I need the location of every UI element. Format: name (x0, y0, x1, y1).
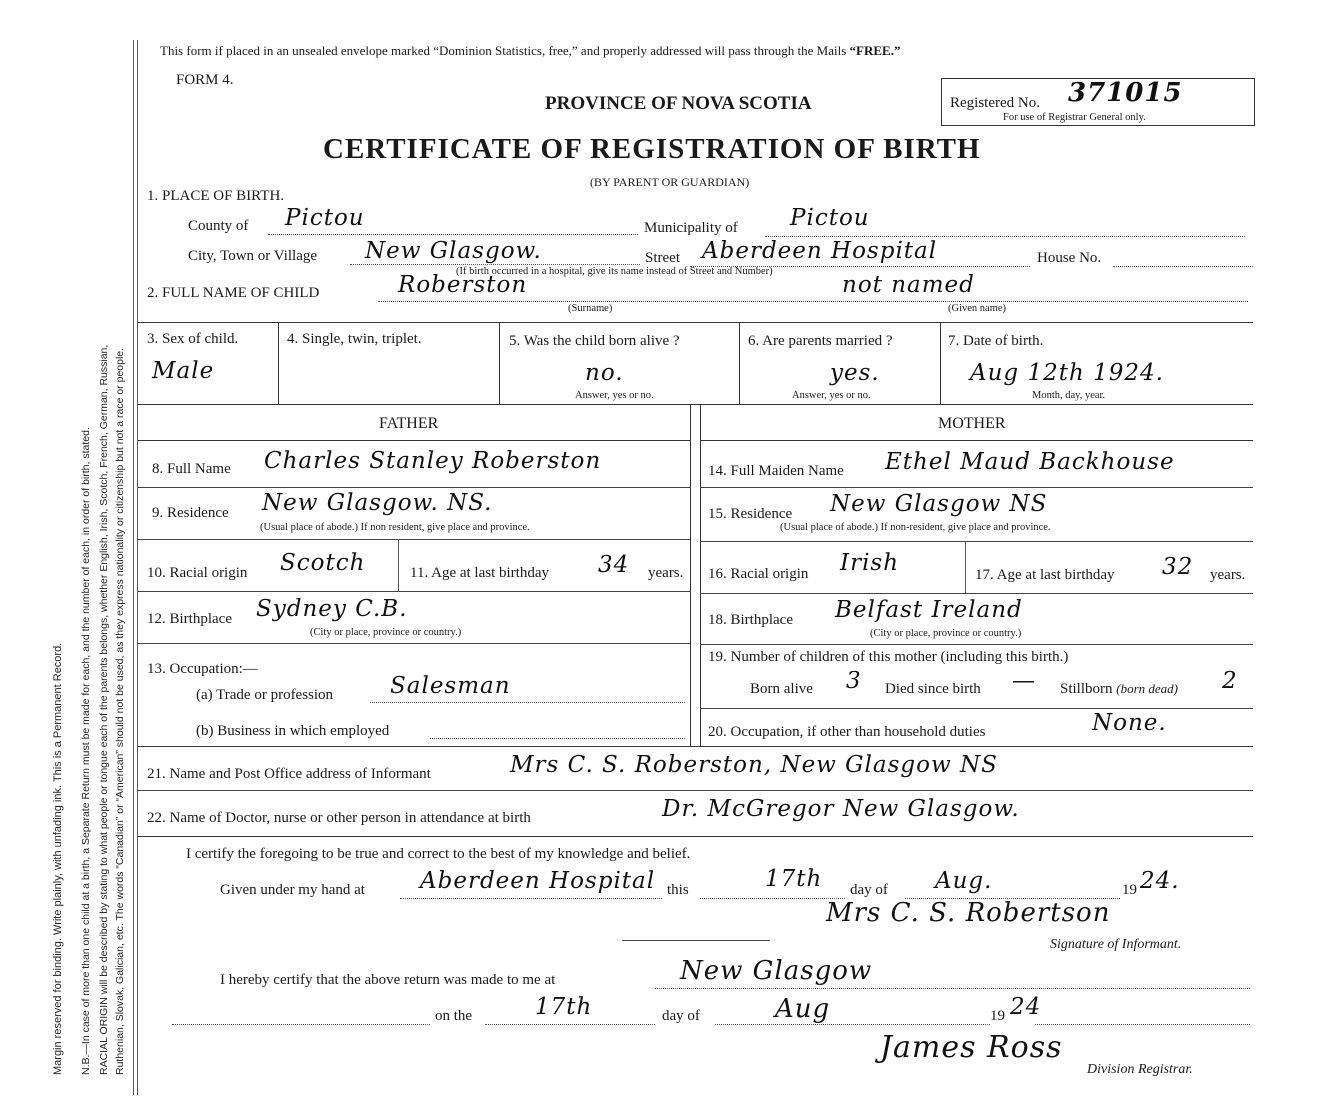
margin-racial-text-2: Ruthenian, Slovak, Galician, etc. The words “Canadian” or “American” should not be used, as they express nationality or citizenship but not a race or people. (114, 347, 126, 1075)
mother-born-alive-value: 3 (846, 668, 862, 694)
business-line (430, 738, 685, 739)
mother-birthplace-note: (City or place, province or country.) (870, 628, 1022, 639)
father-age-unit: years. (648, 565, 684, 581)
doctor-value: Dr. McGregor New Glasgow. (662, 796, 1020, 822)
informant-label: 21. Name and Post Office address of Informant (147, 766, 431, 782)
born-alive-note: Answer, yes or no. (575, 390, 654, 401)
row-line (138, 487, 690, 488)
page-subtitle: (BY PARENT OR GUARDIAN) (590, 175, 750, 189)
registrar-note: For use of Registrar General only. (1003, 112, 1146, 123)
registrar-day: 17th (535, 994, 593, 1020)
father-birthplace-label: 12. Birthplace (147, 611, 232, 627)
given-year-suffix: 24. (1140, 868, 1180, 894)
margin-rule-inner (137, 40, 138, 1095)
reg-year-prefix: 19 (990, 1008, 1005, 1024)
given-name-note: (Given name) (948, 303, 1007, 314)
given-day-line (700, 898, 845, 899)
parents-married-note: Answer, yes or no. (792, 390, 871, 401)
mother-died-value: — (1012, 668, 1036, 694)
county-value: Pictou (285, 205, 365, 231)
this-label: this (667, 882, 689, 898)
given-place-line (400, 898, 662, 899)
child-given-name: not named (842, 272, 975, 298)
divider-line (622, 940, 770, 941)
registered-number: 371015 (1068, 78, 1183, 108)
city-line (350, 264, 640, 265)
father-racial-value: Scotch (280, 550, 366, 576)
row-line (138, 539, 690, 540)
surname-note: (Surname) (568, 303, 613, 314)
mail-notice: This form if placed in an unsealed envelope marked “Dominion Statistics, free,” and properly addressed will pass through the Mails “FREE.” (160, 43, 901, 58)
cell-divider (398, 539, 399, 591)
sex-label: 3. Sex of child. (147, 331, 239, 347)
margin-rule (133, 40, 134, 1095)
sex-value: Male (152, 358, 215, 384)
father-heading: FATHER (379, 415, 439, 432)
municipality-label: Municipality of (644, 220, 738, 236)
informant-value: Mrs C. S. Roberston, New Glasgow NS (510, 752, 998, 778)
registrar-label: Division Registrar. (1087, 1062, 1193, 1077)
registrar-place: New Glasgow (680, 956, 873, 986)
mother-occupation-value: None. (1092, 710, 1167, 736)
county-label: County of (188, 218, 249, 234)
father-age-value: 34 (598, 552, 630, 578)
given-place: Aberdeen Hospital (420, 868, 656, 894)
father-residence-note: (Usual place of abode.) If non resident, give place and province. (260, 522, 530, 533)
father-mother-divider (690, 404, 691, 746)
mother-age-value: 32 (1162, 554, 1194, 580)
hospital-note: (If birth occurred in a hospital, give its name instead of Street and Number) (456, 266, 773, 277)
registrar-month: Aug (775, 994, 831, 1024)
father-occupation-label: 13. Occupation:— (147, 661, 258, 677)
father-age-label: 11. Age at last birthday (410, 565, 549, 581)
page-title: CERTIFICATE OF REGISTRATION OF BIRTH (323, 133, 981, 165)
on-the-line (172, 1024, 430, 1025)
mother-birthplace-label: 18. Birthplace (708, 612, 793, 628)
street-value: Aberdeen Hospital (702, 238, 938, 264)
father-name-value: Charles Stanley Roberston (264, 448, 602, 474)
mother-residence-label: 15. Residence (708, 506, 793, 522)
child-name-line (378, 301, 1248, 302)
grid-line-top (138, 322, 1253, 323)
father-mother-divider-2 (700, 404, 701, 746)
grid-divider (499, 322, 500, 404)
born-alive-label: 5. Was the child born alive ? (509, 333, 680, 349)
father-birthplace-value: Sydney C.B. (256, 596, 408, 622)
given-label: Given under my hand at (220, 882, 365, 898)
municipality-line (765, 236, 1245, 237)
born-alive-value: no. (585, 360, 624, 386)
mother-age-unit: years. (1210, 567, 1246, 583)
row-line (700, 644, 1253, 645)
mother-heading-line (700, 440, 1253, 441)
row-line (700, 593, 1253, 594)
registrar-signature: James Ross (880, 1030, 1063, 1065)
day-of-label: day of (850, 882, 888, 898)
father-name-label: 8. Full Name (152, 461, 231, 477)
mother-occupation-label: 20. Occupation, if other than household duties (708, 724, 986, 740)
parents-married-value: yes. (830, 360, 880, 386)
mother-stillborn-value: 2 (1222, 668, 1238, 694)
margin-racial-text: RACIAL ORIGIN will be described by stating to what people or tongue each of the parents belongs, whether English, Irish, Scotch, French, German, Russian, (98, 344, 110, 1075)
province-heading: PROVINCE OF NOVA SCOTIA (545, 93, 812, 114)
certify-text: I certify the foregoing to be true and correct to the best of my knowledge and belief. (186, 846, 691, 862)
doctor-label: 22. Name of Doctor, nurse or other person in attendance at birth (147, 810, 531, 826)
dob-value: Aug 12th 1924. (970, 360, 1164, 386)
street-label: Street (645, 250, 680, 266)
child-name-label: 2. FULL NAME OF CHILD (147, 285, 320, 301)
mother-name-value: Ethel Maud Backhouse (885, 449, 1175, 475)
row-line (700, 541, 1253, 542)
margin-nb-text: N.B.—In case of more than one child at a birth, a Separate Return must be made for each, and the number of each, in order of birth, stated. (80, 427, 92, 1075)
mother-age-label: 17. Age at last birthday (975, 567, 1115, 583)
father-residence-label: 9. Residence (152, 505, 229, 521)
mother-racial-value: Irish (840, 550, 900, 576)
plurality-label: 4. Single, twin, triplet. (287, 331, 422, 347)
mother-racial-label: 16. Racial origin (708, 566, 809, 582)
mother-stillborn-label: Stillborn (born dead) (1060, 681, 1179, 697)
given-year-prefix: 19 (1122, 882, 1137, 898)
mother-children-label: 19. Number of children of this mother (including this birth.) (708, 649, 1069, 665)
registrar-place-line (655, 988, 1250, 989)
given-month: Aug. (935, 868, 993, 894)
mother-born-alive-label: Born alive (750, 681, 813, 697)
form-number: FORM 4. (176, 72, 234, 88)
mother-residence-value: New Glasgow NS (830, 491, 1048, 517)
house-no-line (1113, 266, 1253, 267)
margin-binding-text: Margin reserved for binding. Write plainly, with unfading ink. This is a Permanent Record. (52, 642, 64, 1075)
registrar-text: I hereby certify that the above return was made to me at (220, 972, 556, 988)
dob-label: 7. Date of birth. (948, 333, 1044, 349)
mother-name-label: 14. Full Maiden Name (708, 463, 844, 479)
mother-heading: MOTHER (938, 415, 1006, 432)
place-of-birth-label: 1. PLACE OF BIRTH. (147, 188, 285, 204)
on-the-label: on the (435, 1008, 473, 1024)
father-birthplace-note: (City or place, province or country.) (310, 627, 462, 638)
child-surname: Roberston (398, 272, 528, 298)
row-line (700, 708, 1253, 709)
grid-divider (278, 322, 279, 404)
section-line (138, 836, 1253, 837)
row-line (138, 591, 690, 592)
row-line (138, 790, 1253, 791)
grid-line-bottom (138, 404, 1253, 405)
reg-year-suffix: 24 (1010, 994, 1042, 1020)
father-heading-line (138, 440, 690, 441)
municipality-value: Pictou (790, 205, 870, 231)
informant-signature: Mrs C. S. Robertson (826, 898, 1111, 928)
trade-line (370, 702, 685, 703)
row-line (700, 487, 1253, 488)
registrar-day-line (485, 1024, 655, 1025)
cell-divider (965, 541, 966, 593)
mother-residence-note: (Usual place of abode.) If non-resident, give place and province. (780, 522, 1051, 533)
parents-married-label: 6. Are parents married ? (748, 333, 893, 349)
reg-year-line (1035, 1024, 1250, 1025)
registered-label: Registered No. (950, 95, 1040, 111)
city-label: City, Town or Village (188, 248, 318, 264)
father-residence-value: New Glasgow. NS. (262, 490, 493, 516)
county-line (268, 234, 638, 235)
section-line (138, 746, 1253, 747)
signature-label: Signature of Informant. (1050, 937, 1182, 952)
mother-birthplace-value: Belfast Ireland (835, 597, 1023, 623)
grid-divider (739, 322, 740, 404)
father-business-label: (b) Business in which employed (196, 723, 390, 739)
grid-divider (940, 322, 941, 404)
father-trade-value: Salesman (390, 673, 511, 699)
given-day: 17th (765, 866, 823, 892)
city-value: New Glasgow. (365, 238, 542, 264)
registrar-month-line (715, 1024, 990, 1025)
reg-day-of-label: day of (662, 1008, 700, 1024)
row-line (138, 643, 690, 644)
father-racial-label: 10. Racial origin (147, 565, 248, 581)
father-trade-label: (a) Trade or profession (196, 687, 334, 703)
house-no-label: House No. (1037, 250, 1102, 266)
mother-died-label: Died since birth (885, 681, 981, 697)
dob-note: Month, day, year. (1032, 390, 1106, 401)
